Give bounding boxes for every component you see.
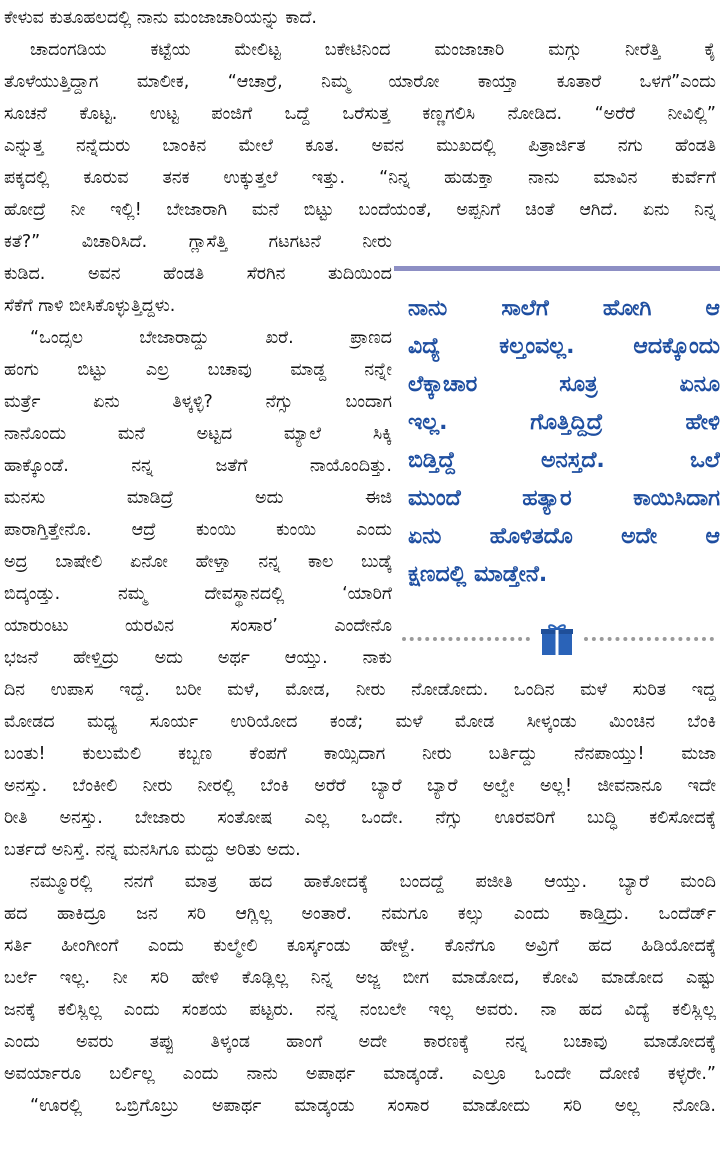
gift-icon xyxy=(540,622,574,656)
article-line: ಹದ ಹಾಕಿದ್ರೂ ಜನ ಸರಿ ಆಗ್ಲಿಲ್ಲ ಅಂತಾರೆ. ನಮಗೂ ಕಲ್ಸು ಎಂದು ಕಾಡ್ತಿದ್ರು. ಒಂದೆರ್ಡ್ xyxy=(4,904,716,924)
article-line: ಹಂಗು ಬಿಟ್ಟು ಎಲ್ರ ಬಚಾವು ಮಾಡ್ದ ನನ್ನೇ xyxy=(4,360,392,380)
article-line: ಪಕ್ಕದಲ್ಲಿ ಕೂರುವ ತನಕ ಉಕ್ಕುತ್ತಲೆ ಇತ್ತು. “ನಿನ್ನ ಹುಡುಕ್ತಾ ನಾನು ಮಾವಿನ ಕುರ್ವೆಗೆ xyxy=(4,168,716,188)
pullquote-line: ಇಲ್ಲ. ಗೊತ್ತಿದ್ದಿದ್ರೆ ಹೇಳಿ xyxy=(408,410,720,435)
article-line: ಮನಸು ಮಾಡಿದ್ರೆ ಅದು ಈಜಿ xyxy=(4,488,392,508)
article-line: ಬರ್ಲೆ ಇಲ್ಲ. ನೀ ಸರಿ ಹೇಳಿ ಕೊಡ್ಲಿಲ್ಲ ನಿನ್ನ ಅಜ್ಜ ಬೀಗ ಮಾಡೋದ, ಕೋವಿ ಮಾಡೋದ ಎಷ್ಟು xyxy=(4,968,716,988)
pullquote-rule xyxy=(394,266,720,271)
article-line: ಮೋಡದ ಮಧ್ಯ ಸೂರ್ಯ ಉರಿಯೋದ ಕಂಡೆ; ಮಳೆ ಮೋಡ ಸೀಳ್ಕಂಡು ಮಿಂಚಿನ ಬೆಂಕಿ xyxy=(4,712,716,732)
dotted-rule-right xyxy=(584,637,714,641)
pullquote-line: ವಿದ್ಯೆ ಕಲ್ತಂವಲ್ಲ. ಆದಕ್ಕೊಂದು xyxy=(408,334,720,359)
article-line: ನಾನೊಂದು ಮನೆ ಅಟ್ಟದ ಮ್ಯಾಲೆ ಸಿಕ್ಕಿ xyxy=(4,424,392,444)
article-line: ಪಾರಾಗ್ತಿತ್ತೇನೊ. ಆದ್ರೆ ಕುಂಯಿ ಕುಂಯಿ ಎಂದು xyxy=(4,520,392,540)
article-line: “ಒಂದ್ಸಲ ಬೇಜಾರಾದ್ದು ಖರೆ. ಪ್ರಾಣದ xyxy=(30,328,392,348)
article-line: ಬಿದ್ಕಂಡ್ತು. ನಮ್ಮ ದೇವಸ್ಥಾನದಲ್ಲಿ ‘ಯಾರಿಗೆ xyxy=(4,584,392,604)
pullquote-line: ಬಿಡ್ತಿದ್ದೆ ಅನಸ್ತದೆ. ಒಲೆ xyxy=(408,448,720,473)
article-line: ಭಜನೆ ಹೇಳ್ತಿದ್ರು ಅದು ಅರ್ಥ ಆಯ್ತು. ನಾಕು xyxy=(4,648,392,668)
article-line: ಬಂತು! ಕುಲುಮೆಲಿ ಕಬ್ಬಣ ಕೆಂಪಗೆ ಕಾಯ್ಸಿದಾಗ ನೀರು ಬರ್ತಿದ್ದು ನೆನಪಾಯ್ತು! ಮಜಾ xyxy=(4,744,716,764)
article-line: ಎನ್ನುತ್ತ ನನ್ನೆದುರು ಬಾಂಕಿನ ಮೇಲೆ ಕೂತ. ಅವನ ಮುಖದಲ್ಲಿ ಪಿತ್ರಾರ್ಜಿತ ನಗು ಹೆಂಡತಿ xyxy=(4,136,716,156)
article-line: ಕತೆ?” ವಿಚಾರಿಸಿದೆ. ಗ್ಲಾಸೆತ್ತಿ ಗಟಗಟನೆ ನೀರು xyxy=(4,232,392,252)
article-line: ತೊಳೆಯುತ್ತಿದ್ದಾಗ ಮಾಲೀಕ, “ಆಚಾರ್ರೆ, ನಿಮ್ಮ ಯಾರೋ ಕಾಯ್ತಾ ಕೂತಾರೆ ಒಳಗೆ”ಎಂದು xyxy=(4,72,716,92)
pullquote-line: ನಾನು ಸಾಲೆಗೆ ಹೋಗಿ ಆ xyxy=(408,296,720,321)
article-line: ಸೂಚನೆ ಕೊಟ್ಟ. ಉಟ್ಟ ಪಂಜಿಗೆ ಒದ್ದೆ ಒರೆಸುತ್ತ ಕಣ್ಣಗಲಿಸಿ ನೋಡಿದ. “ಅರೆರೆ ನೀವಿಲ್ಲಿ” xyxy=(4,104,716,124)
pullquote-line: ಕ್ಷಣದಲ್ಲಿ ಮಾಡ್ತೇನೆ. xyxy=(408,562,548,587)
pullquote xyxy=(408,290,720,594)
article-line: ರೀತಿ ಅನಸ್ತು. ಬೇಜಾರು ಸಂತೋಷ ಎಲ್ಲ ಒಂದೇ. ನೆಗ್ಸು ಊರವರಿಗೆ ಬುದ್ಧಿ ಕಲಿಸೋದಕ್ಕೆ xyxy=(4,808,716,828)
article-line: ಚಾದಂಗಡಿಯ ಕಟ್ಟೆಯ ಮೇಲಿಟ್ಟ ಬಕೇಟಿನಿಂದ ಮಂಜಾಚಾರಿ ಮಗ್ಗು ನೀರೆತ್ತಿ ಕೈ xyxy=(30,40,716,60)
article-line: ಅವರ್ಯಾರೂ ಬರ್ಲಿಲ್ಲ ಎಂದು ನಾನು ಅಪಾರ್ಥ ಮಾಡ್ಕಂಡೆ. ಎಲ್ರೂ ಒಂದೇ ದೋಣಿ ಕಳ್ಳರೇ.” xyxy=(4,1064,716,1084)
article-line: ದಿನ ಉಪಾಸ ಇದ್ದೆ. ಬರೀ ಮಳೆ, ಮೋಡ, ನೀರು ನೋಡೋದು. ಒಂದಿನ ಮಳೆ ಸುರಿತ ಇದ್ದ xyxy=(4,680,716,700)
pullquote-line: ಲೆಕ್ಕಾಚಾರ ಸೂತ್ರ ಏನೂ xyxy=(408,372,720,397)
article-line: ಅದ್ರ ಬಾಷೇಲಿ ಏನೋ ಹೇಳ್ತಾ ನನ್ನ ಕಾಲ ಬುಡ್ಕೆ xyxy=(4,552,392,572)
article-line: “ಊರಲ್ಲಿ ಒಬ್ರಿಗೊಬ್ರು ಅಪಾರ್ಥ ಮಾಡ್ಕಂಡು ಸಂಸಾರ ಮಾಡೋದು ಸರಿ ಅಲ್ಲ ನೋಡಿ. xyxy=(30,1096,716,1116)
ornament-divider xyxy=(394,622,720,656)
article-line: ಎಂದು ಅವರು ತಪ್ಪು ತಿಳ್ಕಂಡ ಹಾಂಗೆ ಅದೇ ಕಾರಣಕ್ಕೆ ನನ್ನ ಬಚಾವು ಮಾಡೋದಕ್ಕೆ xyxy=(4,1032,716,1052)
article-line: ಯಾರುಂಟು ಯರವಿನ ಸಂಸಾರ’ ಎಂದೇನೊ xyxy=(4,616,392,636)
article-line: ಸರ್ತಿ ಹೀಂಗೀಂಗೆ ಎಂದು ಕುಲ್ಮೇಲಿ ಕೂರ್ಸ್ಕಂಡು ಹೇಳ್ದೆ. ಕೊನೆಗೂ ಅವ್ರಿಗೆ ಹದ ಹಿಡಿಯೋದಕ್ಕೆ xyxy=(4,936,716,956)
article-line: ಕೇಳುವ ಕುತೂಹಲದಲ್ಲಿ ನಾನು ಮಂಜಾಚಾರಿಯನ್ನು ಕಾದೆ. xyxy=(4,8,317,28)
dotted-rule-left xyxy=(402,637,530,641)
pullquote-line: ಏನು ಹೊಳಿತದೊ ಅದೇ ಆ xyxy=(408,524,720,549)
pullquote-line: ಮುಂದೆ ಹತ್ಯಾರ ಕಾಯಿಸಿದಾಗ xyxy=(408,486,720,511)
article-line: ಕುಡಿದ. ಅವನ ಹೆಂಡತಿ ಸೆರಗಿನ ತುದಿಯಿಂದ xyxy=(4,264,392,284)
article-line: ನಮ್ಮೂರಲ್ಲಿ ನನಗೆ ಮಾತ್ರ ಹದ ಹಾಕೋದಕ್ಕೆ ಬಂದದ್ದೆ ಪಜೀತಿ ಆಯ್ತು. ಬ್ಯಾರೆ ಮಂದಿ xyxy=(30,872,716,892)
article-line: ಹೋದ್ರೆ ನೀ ಇಲ್ಲಿ! ಬೇಜಾರಾಗಿ ಮನೆ ಬಿಟ್ಟು ಬಂದೆಯಂತೆ, ಅಪ್ಪನಿಗೆ ಚಿಂತೆ ಆಗಿದೆ. ಏನು ನಿನ್ನ xyxy=(4,200,716,220)
article-line: ಜನಕ್ಕೆ ಕಲಿಸ್ಲಿಲ್ಲ ಎಂದು ಸಂಶಯ ಪಟ್ಟರು. ನನ್ನ ನಂಬಲೇ ಇಲ್ಲ ಅವರು. ನಾ ಹದ ವಿದ್ಯೆ ಕಲಿಸ್ಲಿಲ್ಲ xyxy=(4,1000,716,1020)
article-line: ಹಾಕ್ಕೊಂಡೆ. ನನ್ನ ಜತೆಗೆ ನಾಯೊಂದಿತ್ತು. xyxy=(4,456,392,476)
article-line: ಸೆಕೆಗೆ ಗಾಳಿ ಬೀಸಿಕೊಳ್ಳುತ್ತಿದ್ದಳು. xyxy=(4,296,176,316)
article-line: ಮರ್ತ್ರೆ ಏನು ತಿಳ್ಕಳ್ಳಿ? ನೆಗ್ಸು ಬಂದಾಗ xyxy=(4,392,392,412)
article-line: ಅನಸ್ತು. ಬೆಂಕೀಲಿ ನೀರು ನೀರಲ್ಲಿ ಬೆಂಕಿ ಅರೆರೆ ಬ್ಯಾರೆ ಬ್ಯಾರೆ ಅಲ್ವೇ ಅಲ್ಲ! ಜೀವನಾನೂ ಇದೇ xyxy=(4,776,716,796)
article-line: ಬರ್ತದೆ ಅನಿಸ್ತೆ. ನನ್ನ ಮನಸಿಗೂ ಮದ್ದು ಅರಿತು ಅದು. xyxy=(4,840,301,860)
